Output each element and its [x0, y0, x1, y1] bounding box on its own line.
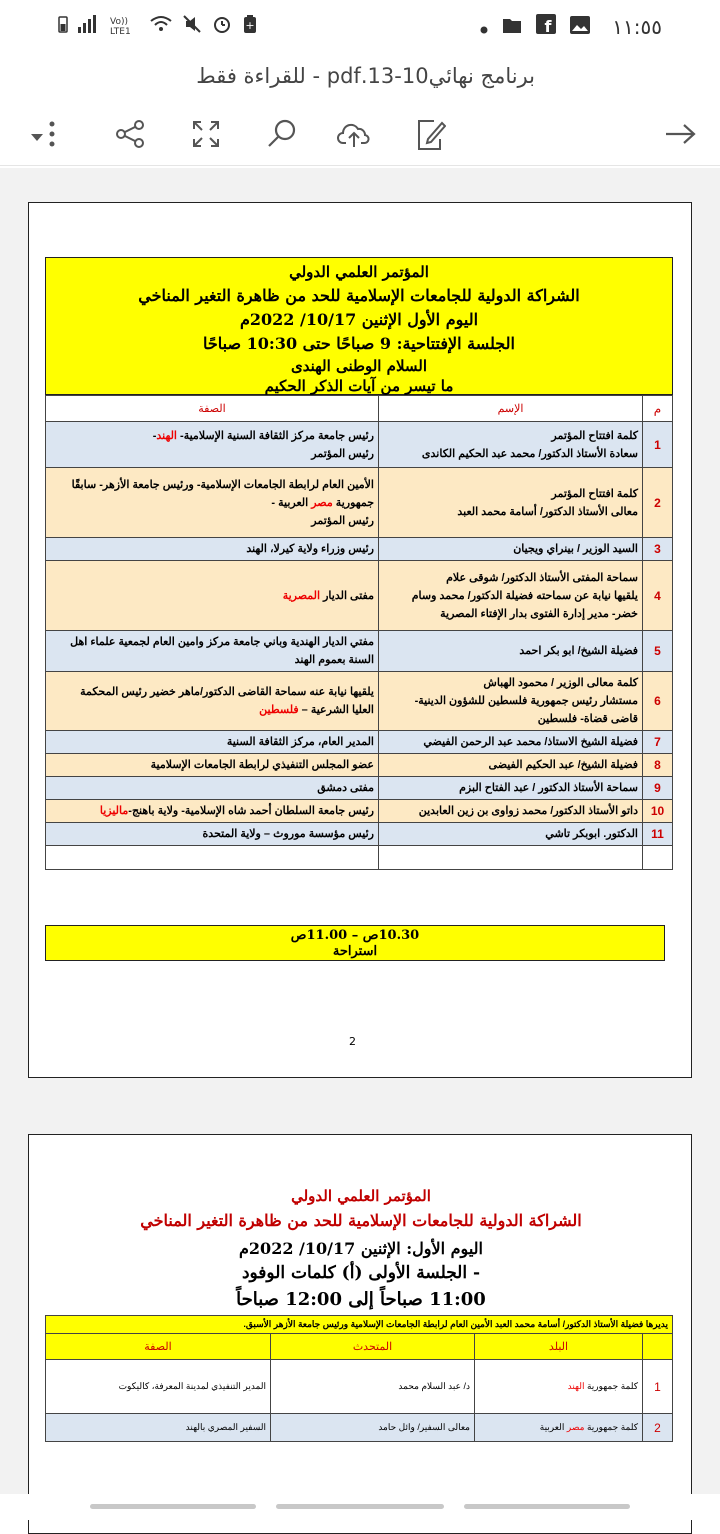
svg-text:+: +: [245, 19, 255, 32]
alarm-icon: [212, 14, 232, 39]
p2-conference-title: المؤتمر العلمي الدولي: [291, 1187, 431, 1205]
dot-icon: [480, 15, 488, 39]
p2-conference-subtitle: الشراكة الدولية للجامعات الإسلامية للحد من ظاهرة التغير المناخي: [140, 1211, 582, 1230]
row-title: السفير المصري بالهند: [46, 1414, 271, 1442]
table-row: [46, 1414, 673, 1442]
row-speaker: معالى السفير/ وائل حامد: [271, 1414, 475, 1442]
row-country-name: مصر: [566, 1422, 585, 1432]
delegations-table: [45, 1315, 673, 1442]
cloud-upload-icon: [337, 119, 371, 153]
row-name: كلمة افتتاح المؤتمر سعادة الأستاذ الدكتور/ محمد عبد الحكيم الكاندى: [379, 422, 643, 468]
row-country: [475, 1360, 643, 1414]
row-title-text: المدير العام، مركز الثقافة السنية: [226, 736, 374, 748]
row-title-text: عضو المجلس التنفيذي لرابطة الجامعات الإسلامية: [150, 759, 374, 771]
break-time: 10.30ص – 11.00ص: [290, 928, 420, 943]
pdf-page-1: [28, 202, 692, 1078]
row-number: 6: [643, 672, 673, 731]
search-icon: [266, 118, 298, 154]
row-title: [46, 631, 379, 672]
table-row: [46, 422, 673, 468]
p2-session-time: 11:00 صباحاً إلى 12:00 صباحاً: [236, 1289, 486, 1310]
row-number: 1: [643, 1360, 673, 1414]
row-name: داتو الأستاذ الدكتور/ محمد زواوى بن زين العابدين: [379, 800, 643, 823]
row-title-text: يلقيها نيابة عنه سماحة القاضى الدكتور/ماهر خضير رئيس المحكمة العليا الشرعية –: [80, 686, 374, 716]
row-title-text: مفتى الديار: [320, 589, 374, 602]
col-country-header: البلد: [475, 1334, 643, 1360]
p2-day-date: اليوم الأول: الإثنين 10/17/ 2022م: [239, 1239, 483, 1258]
row-country-text: كلمة جمهورية: [584, 1381, 638, 1391]
row-title-country: المصرية: [282, 589, 321, 602]
document-title: برنامج نهائي10-13.pdf - للقراءة فقط: [196, 64, 535, 88]
row-name: الدكتور. ابوبكر تاشي: [379, 823, 643, 846]
status-icons-right: [480, 14, 662, 39]
row-title: [46, 800, 379, 823]
edit-button[interactable]: [410, 116, 450, 156]
row-title-text: الأمين العام لرابطة الجامعات الإسلامية- ورئيس جامعة الأزهر- سابقًا جمهورية: [71, 478, 374, 509]
nav-pill-right[interactable]: [464, 1504, 630, 1509]
moderator-row: [46, 1316, 673, 1334]
session-time: الجلسة الإفتتاحية: 9 صباحًا حتى 10:30 صباحًا: [203, 334, 515, 353]
row-number: 1: [643, 422, 673, 468]
row-country-suffix: العربية: [539, 1422, 567, 1432]
share-button[interactable]: [110, 116, 150, 156]
conference-title: المؤتمر العلمي الدولي: [289, 263, 429, 281]
row-title: المدير التنفيذي لمدينة المعرفة، كاليكوت: [46, 1360, 271, 1414]
table-row: [46, 468, 673, 538]
row-name: سماحة الأستاذ الدكتور / عبد الفتاح البزم: [379, 777, 643, 800]
row-title: [46, 538, 379, 561]
moderator-text: يديرها فضيلة الأستاذ الدكتور/ أسامة محمد العبد الأمين العام لرابطة الجامعات الإسلامية ورئيس جامعة الأزهر الأسبق.: [46, 1316, 673, 1334]
toolbar: [0, 104, 720, 166]
battery-saver-icon: [242, 14, 258, 39]
status-time: ١١:٥٥: [612, 14, 662, 39]
row-title-text: رئيس مؤسسة موروث – ولاية المتحدة: [202, 828, 374, 840]
svg-text:f: f: [544, 17, 552, 34]
more-icon: [49, 121, 55, 151]
forward-arrow-icon: [664, 123, 696, 149]
row-title-text: مفتى دمشق: [317, 782, 374, 794]
row-title-country: مصر: [311, 496, 333, 509]
dropdown-arrow-icon: [31, 127, 43, 146]
status-icons-left: [58, 14, 258, 39]
page-number: 2: [349, 1035, 356, 1048]
row-title: [46, 731, 379, 754]
row-title-country: ماليزيا: [99, 805, 129, 817]
signal-icon: [78, 15, 100, 38]
conference-subtitle: الشراكة الدولية للجامعات الإسلامية للحد من ظاهرة التغير المناخي: [138, 286, 580, 305]
row-number: 3: [643, 538, 673, 561]
table-row: [46, 731, 673, 754]
row-title-text: رئيس جامعة السلطان أحمد شاه الإسلامية- ولاية باهنج-: [128, 805, 374, 817]
anthem-label: السلام الوطنى الهندى: [290, 357, 428, 375]
table-row: [46, 800, 673, 823]
row-country-text: كلمة جمهورية: [584, 1422, 638, 1432]
row-title: [46, 777, 379, 800]
edit-icon: [414, 117, 446, 155]
row-title-text: رئيس جامعة مركز الثقافة السنية الإسلامية-: [176, 429, 374, 442]
facebook-icon: [536, 14, 556, 39]
row-name: فضيلة الشيخ/ ابو بكر احمد: [379, 631, 643, 672]
col-title-header: الصفة: [46, 396, 379, 422]
break-label: استراحة: [332, 944, 378, 959]
pdf-page-2: [28, 1134, 692, 1534]
col-title-header: الصفة: [46, 1334, 271, 1360]
row-title-country: فلسطين: [259, 704, 299, 716]
network-type-label: Vo)) LTE1: [110, 16, 131, 37]
row-number: 2: [643, 468, 673, 538]
row-number: 11: [643, 823, 673, 846]
row-name: فضيلة الشيخ الاستاذ/ محمد عبد الرحمن الفيضي: [379, 731, 643, 754]
row-name: السيد الوزير / بينراي ويجيان: [379, 538, 643, 561]
row-number: 2: [643, 1414, 673, 1442]
folder-icon: [502, 15, 522, 39]
gallery-icon: [570, 15, 590, 39]
day-date: اليوم الأول الإثنين 10/17/ 2022م: [239, 310, 479, 329]
nav-pill-home[interactable]: [276, 1504, 444, 1509]
row-name: فضيلة الشيخ/ عبد الحكيم الفيضى: [379, 754, 643, 777]
row-title-country: الهند: [156, 429, 177, 442]
upload-button[interactable]: [334, 116, 374, 156]
row-name: كلمة افتتاح المؤتمر معالى الأستاذ الدكتور/ أسامة محمد العبد: [379, 468, 643, 538]
document-title-bar: [0, 56, 720, 100]
fullscreen-button[interactable]: [186, 116, 226, 156]
table-row: [46, 754, 673, 777]
mute-icon: [182, 14, 202, 39]
pdf-viewer[interactable]: [0, 168, 720, 1520]
row-title: [46, 561, 379, 631]
speakers-table: [45, 395, 673, 870]
row-title: [46, 468, 379, 538]
session-header: [45, 257, 673, 395]
row-number: 5: [643, 631, 673, 672]
row-number: 7: [643, 731, 673, 754]
row-title: [46, 823, 379, 846]
table-row: [46, 1360, 673, 1414]
battery-icon: [58, 15, 68, 38]
table-header-row: [46, 396, 673, 422]
table-row: [46, 823, 673, 846]
row-name: كلمة معالى الوزير / محمود الهباش مستشار رئيس جمهورية فلسطين للشؤون الدينية- قاضى قضاة- فلسطين: [379, 672, 643, 731]
row-title-suffix: العربية - رئيس المؤتمر: [271, 496, 374, 527]
table-row: [46, 672, 673, 731]
table-row: [46, 777, 673, 800]
share-icon: [115, 119, 145, 153]
row-title: [46, 754, 379, 777]
row-country-name: الهند: [567, 1381, 585, 1391]
break-box: [45, 925, 665, 961]
row-title-text: مفتي الديار الهندية وباني جامعة مركز وامين العام لجمعية علماء اهل السنة بعموم الهند: [70, 636, 374, 666]
table-row: [46, 561, 673, 631]
status-bar: [0, 0, 720, 56]
p2-session-title: - الجلسة الأولى (أ) كلمات الوفود: [241, 1263, 481, 1283]
row-name: سماحة المفتى الأستاذ الدكتور/ شوقى علام يلقيها نيابة عن سماحته فضيلة الدكتور/ محمد وسام خضر- مدير إدارة الفتوى بدار الإفتاء المصرية: [379, 561, 643, 631]
row-title: [46, 422, 379, 468]
row-country: [475, 1414, 643, 1442]
col-num-header: م: [643, 396, 673, 422]
table-row: [46, 631, 673, 672]
row-title: [46, 672, 379, 731]
empty-row: [46, 846, 673, 870]
row-title-text: رئيس وزراء ولاية كيرلا، الهند: [246, 543, 374, 555]
table-row: [46, 538, 673, 561]
row-speaker: د/ عبد السلام محمد: [271, 1360, 475, 1414]
row-number: 10: [643, 800, 673, 823]
row-title-suffix: - رئيس المؤتمر: [152, 429, 374, 460]
fullscreen-icon: [191, 119, 221, 153]
forward-button[interactable]: [660, 116, 700, 156]
row-number: 4: [643, 561, 673, 631]
system-nav-bar: [0, 1494, 720, 1520]
search-button[interactable]: [262, 116, 302, 156]
col-name-header: الإسم: [379, 396, 643, 422]
row-number: 8: [643, 754, 673, 777]
table-header-row: [46, 1334, 673, 1360]
wifi-icon: [150, 15, 172, 38]
row-number: 9: [643, 777, 673, 800]
col-speaker-header: المتحدث: [271, 1334, 475, 1360]
more-options-button[interactable]: [20, 116, 66, 156]
nav-pill-left[interactable]: [90, 1504, 256, 1509]
quran-label: ما تيسر من آيات الذكر الحكيم: [264, 377, 454, 395]
